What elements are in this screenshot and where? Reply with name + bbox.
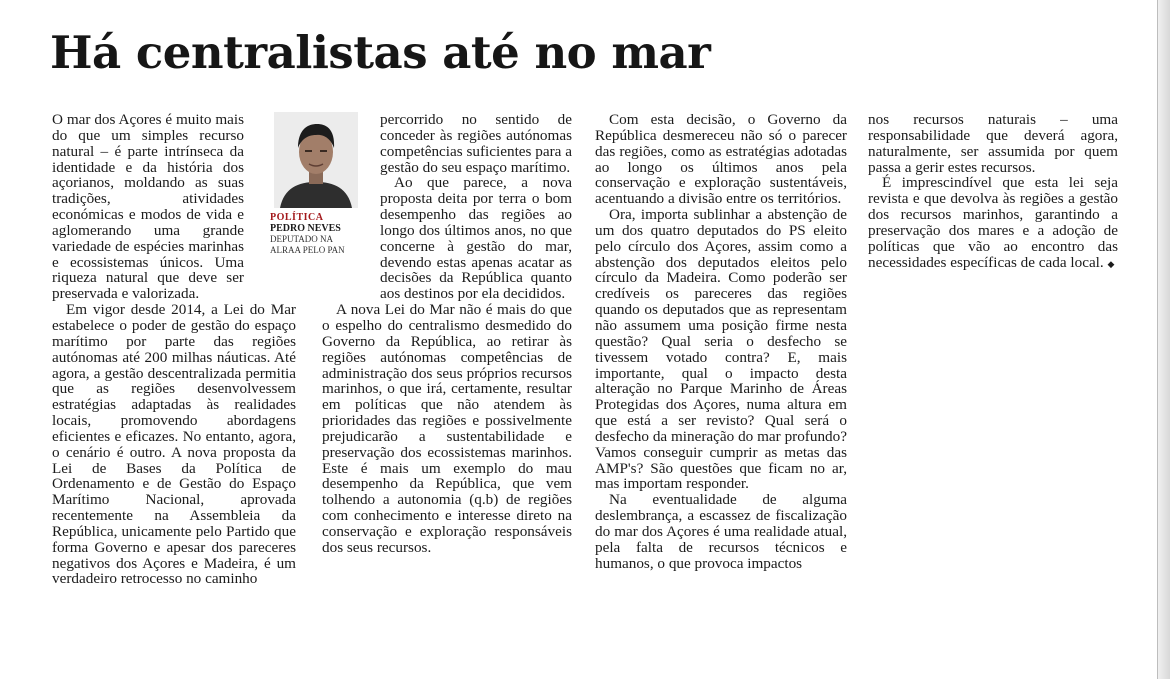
paragraph: Na eventualidade de alguma deslembrança, a escassez de fiscalização do mar dos Açores é uma realidade atual, pela falta de recursos técnicos e humanos, o que provoca impactos xyxy=(595,491,847,572)
paragraph: nos recursos naturais – uma responsabilidade que deverá agora, naturalmente, ser assumida por quem passa a gerir estes recursos. xyxy=(868,111,1118,176)
paragraph: Ora, importa sublinhar a abstenção de um dos quatro deputados do PS eleito pelo círculo dos Açores, assim como a abstenção dos deputados eleitos pelo círculo da Madeira. Como poderão ser credíveis os pareceres das regiões quando os deputados que as representam não assumem uma posição firme nesta questão? Qual seria o desfecho se tivessem votado contra? E, mais importante, qual o impacto desta alteração no Parque Marinho de Áreas Protegidas dos Açores, numa altura em que está a ser revisto? Qual será o desfecho da mineração do mar profundo? Vamos conseguir cumprir as metas das AMP's? São questões que ficam no ar, mas importam responder. xyxy=(595,206,847,493)
headline: Há centralistas até no mar xyxy=(50,26,711,79)
column-1 xyxy=(52,112,296,587)
column-2 xyxy=(322,112,572,556)
paragraph: A nova Lei do Mar não é mais do que o espelho do centralismo desmedido do Governo da República, ao retirar às regiões autónomas competências de administração dos seus próprios recursos marinhos, o que irá, certamente, resultar em políticas que não atendem às prioridades das regiões e possivelmente prejudicarão a sustentabilidade e preservação dos ecossistemas marinhos. Este é mais um exemplo do mau desempenho da República, que vem tolhendo a autonomia (q.b) de regiões com conhecimento e interesse direto na conservação e exploração responsáveis dos seus recursos. xyxy=(322,301,572,556)
paragraph: Ao que parece, a nova proposta deita por terra o bom desempenho das regiões ao longo dos últimos anos, no que concerne à gestão do mar, devendo estas apenas acatar as decisões da República quanto aos destinos por ela decididos. xyxy=(380,174,572,303)
author-name: PEDRO NEVES xyxy=(270,223,341,234)
end-mark-icon: ◆ xyxy=(1107,258,1115,269)
paragraph: Em vigor desde 2014, a Lei do Mar estabelece o poder de gestão do espaço marítimo por parte das regiões autónomas até 200 milhas náuticas. Até agora, a gestão descentralizada permitia que as regiões desenvolvessem estratégias adaptadas às realidades locais, promovendo abordagens eficientes e eficazes. No entanto, agora, o cenário é outro. A nova proposta da Lei de Bases da Política de Ordenamento e de Gestão do Espaço Marítimo Nacional, aprovada recentemente na Assembleia da República, unicamente pelo Partido que forma Governo e apesar dos pareceres negativos dos Açores e Madeira, é um verdadeiro retrocesso no caminho xyxy=(52,301,296,588)
paragraph: Com esta decisão, o Governo da República desmereceu não só o parecer das regiões, como as estratégias adotadas ao longo os últimos anos pela conservação e exploração sustentáveis, acentuando a divisão entre os territórios. xyxy=(595,111,847,208)
photo-spacer xyxy=(322,112,380,302)
author-role-line: ALRAA PELO PAN xyxy=(270,245,345,255)
author-role-line: DEPUTADO NA xyxy=(270,234,334,244)
paragraph: O mar dos Açores é muito mais do que um simples recurso natural – é parte intrínseca da identidade e da história dos açorianos, moldando as suas tradições, atividades económicas e modos de vida e aglomerando uma grande variedade de espécies marinhas e ecossistemas únicos. Uma riqueza natural que deve ser preservada e valorizada. xyxy=(52,111,244,303)
column-4 xyxy=(868,112,1118,272)
column-3 xyxy=(595,112,847,571)
paragraph-text: É imprescindível que esta lei seja revista e que devolva às regiões a gestão dos recursos marinhos, garantindo a preservação dos mares e a adoção de políticas que vão ao encontro das necessidades específicas de cada local. xyxy=(868,174,1118,271)
page-edge xyxy=(1157,0,1170,679)
author-section-label: POLÍTICA xyxy=(270,212,324,223)
paragraph xyxy=(868,175,1118,272)
paragraph: percorrido no sentido de conceder às regiões autónomas competências suficientes para a gestão do seu espaço marítimo. xyxy=(380,111,572,176)
